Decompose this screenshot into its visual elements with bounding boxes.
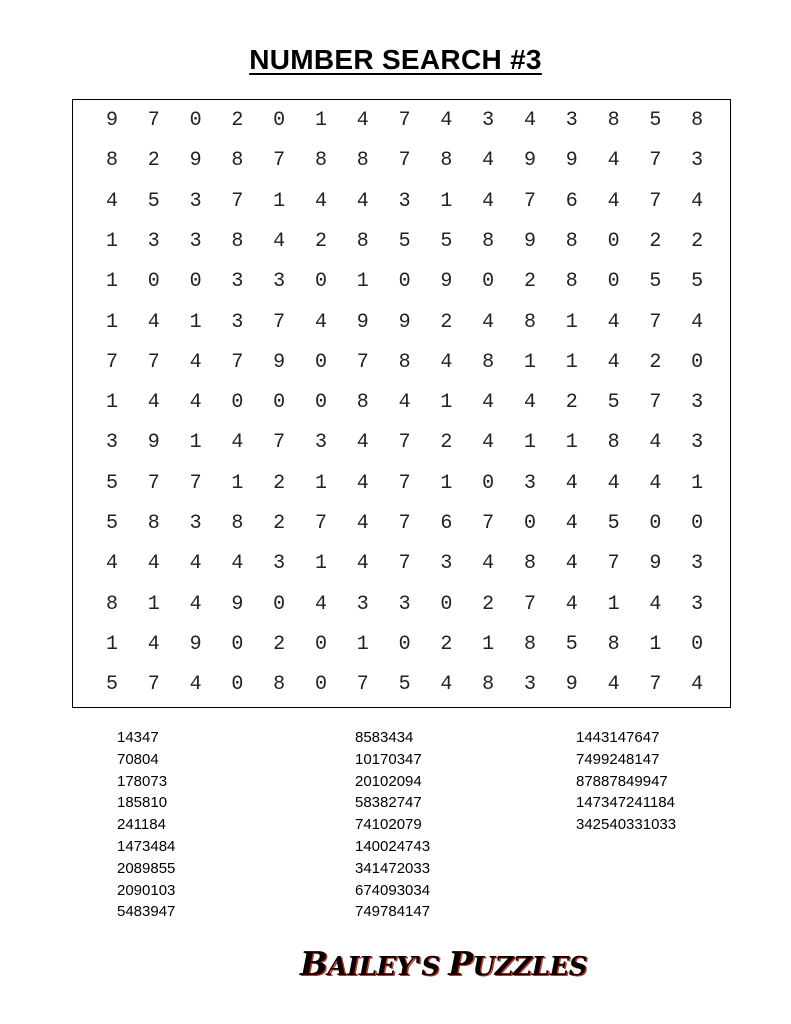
grid-cell[interactable]: 3: [231, 270, 244, 294]
grid-cell[interactable]: 4: [105, 552, 118, 576]
grid-cell[interactable]: 4: [398, 391, 411, 415]
grid-cell[interactable]: 0: [314, 350, 327, 374]
grid-cell[interactable]: 3: [691, 431, 704, 455]
grid-cell[interactable]: 5: [147, 189, 160, 213]
grid-cell[interactable]: 9: [147, 431, 160, 455]
word-list-item: 1473484: [117, 837, 176, 855]
grid-cell[interactable]: 4: [607, 189, 620, 213]
grid-cell[interactable]: 0: [231, 673, 244, 697]
grid-cell[interactable]: 8: [482, 350, 495, 374]
grid-cell[interactable]: 2: [440, 310, 453, 334]
grid-cell[interactable]: 7: [607, 552, 620, 576]
grid-cell[interactable]: 4: [147, 391, 160, 415]
baileys-puzzles-logo: [300, 944, 588, 1000]
grid-cell[interactable]: 4: [440, 673, 453, 697]
grid-cell[interactable]: 4: [314, 310, 327, 334]
grid-cell[interactable]: 1: [189, 310, 202, 334]
grid-cell[interactable]: 5: [105, 673, 118, 697]
grid-cell[interactable]: 4: [356, 189, 369, 213]
grid-cell[interactable]: 7: [147, 471, 160, 495]
grid-cell[interactable]: 4: [565, 471, 578, 495]
grid-cell[interactable]: 0: [189, 270, 202, 294]
grid-cell[interactable]: 1: [356, 270, 369, 294]
grid-cell[interactable]: 9: [440, 270, 453, 294]
grid-cell[interactable]: 9: [189, 632, 202, 656]
grid-cell[interactable]: 4: [105, 189, 118, 213]
grid-cell[interactable]: 2: [691, 229, 704, 253]
grid-cell[interactable]: 3: [273, 270, 286, 294]
grid-cell[interactable]: 8: [607, 109, 620, 132]
grid-cell[interactable]: 9: [523, 229, 536, 253]
grid-cell[interactable]: 7: [398, 471, 411, 495]
grid-cell[interactable]: 1: [523, 350, 536, 374]
word-list-item: 87887849947: [576, 772, 668, 790]
grid-cell[interactable]: 5: [649, 270, 662, 294]
grid-cell[interactable]: 3: [189, 189, 202, 213]
grid-cell[interactable]: 2: [649, 350, 662, 374]
word-list-item: 341472033: [355, 859, 431, 877]
word-list-column-1: [117, 727, 175, 923]
grid-cell[interactable]: 9: [523, 149, 536, 173]
grid-cell[interactable]: 0: [607, 229, 620, 253]
grid-cell[interactable]: 4: [356, 552, 369, 576]
grid-cell[interactable]: 9: [649, 552, 662, 576]
grid-cell[interactable]: 1: [189, 431, 202, 455]
grid-cell[interactable]: 4: [189, 391, 202, 415]
grid-cell[interactable]: 9: [231, 592, 244, 616]
grid-cell[interactable]: 1: [440, 471, 453, 495]
grid-cell[interactable]: 2: [273, 471, 286, 495]
grid-cell[interactable]: 4: [147, 310, 160, 334]
grid-cell[interactable]: 2: [649, 229, 662, 253]
grid-cell[interactable]: 8: [231, 229, 244, 253]
grid-cell[interactable]: 9: [565, 149, 578, 173]
grid-cell[interactable]: 4: [607, 471, 620, 495]
page-title: NUMBER SEARCH #3: [249, 44, 542, 75]
grid-cell[interactable]: 3: [105, 431, 118, 455]
grid-cell[interactable]: 1: [105, 310, 118, 334]
grid-cell[interactable]: 7: [105, 350, 118, 374]
word-list-item: 14347: [117, 729, 159, 746]
grid-cell[interactable]: 1: [105, 391, 118, 415]
grid-cell[interactable]: 8: [356, 391, 369, 415]
grid-cell[interactable]: 4: [189, 350, 202, 374]
grid-cell[interactable]: 8: [523, 310, 536, 334]
grid-cell[interactable]: 7: [649, 310, 662, 334]
grid-cell[interactable]: 7: [147, 673, 160, 697]
grid-cell[interactable]: 0: [691, 512, 704, 535]
grid-cell[interactable]: 2: [147, 149, 160, 173]
grid-cell[interactable]: 4: [482, 431, 495, 455]
grid-cell[interactable]: 4: [482, 189, 495, 213]
grid-cell[interactable]: 4: [565, 512, 578, 535]
word-list-item: 74102079: [355, 816, 422, 834]
grid-cell[interactable]: 0: [440, 592, 453, 616]
grid-cell[interactable]: 4: [649, 471, 662, 495]
grid-cell[interactable]: 1: [105, 270, 118, 294]
grid-cell[interactable]: 5: [398, 673, 411, 697]
grid-cell[interactable]: 4: [565, 592, 578, 616]
grid-cell[interactable]: 1: [565, 431, 578, 455]
grid-cell[interactable]: 7: [147, 109, 160, 132]
grid-cell[interactable]: 0: [523, 512, 536, 535]
grid-cell[interactable]: 8: [523, 632, 536, 656]
grid-cell[interactable]: 7: [273, 431, 286, 455]
grid-cell[interactable]: 8: [565, 229, 578, 253]
grid-cell[interactable]: 8: [273, 673, 286, 697]
grid-cell[interactable]: 8: [691, 109, 704, 132]
grid-cell[interactable]: 0: [398, 632, 411, 656]
grid-cell[interactable]: 8: [231, 512, 244, 535]
grid-cell[interactable]: 4: [356, 512, 369, 535]
word-list-column-3: [576, 727, 676, 836]
grid-cell[interactable]: 0: [147, 270, 160, 294]
grid-cell[interactable]: 1: [273, 189, 286, 213]
grid-cell[interactable]: 3: [398, 592, 411, 616]
grid-cell[interactable]: 2: [440, 632, 453, 656]
grid-cell[interactable]: 7: [398, 149, 411, 173]
grid-cell[interactable]: 1: [649, 632, 662, 656]
grid-cell[interactable]: 6: [565, 189, 578, 213]
grid-cell[interactable]: 4: [356, 431, 369, 455]
grid-cell[interactable]: 7: [398, 431, 411, 455]
grid-cell[interactable]: 7: [231, 350, 244, 374]
word-list-item: 58382747: [355, 794, 422, 812]
grid-cell[interactable]: 4: [482, 391, 495, 415]
grid-cell[interactable]: 8: [105, 592, 118, 616]
grid-cell[interactable]: 9: [398, 310, 411, 334]
grid-cell[interactable]: 4: [440, 350, 453, 374]
grid-cell[interactable]: 7: [649, 149, 662, 173]
grid-cell[interactable]: 3: [231, 310, 244, 334]
word-list-item: 147347241184: [576, 794, 675, 812]
grid-cell[interactable]: 0: [273, 391, 286, 415]
grid-cell[interactable]: 4: [147, 632, 160, 656]
grid-cell[interactable]: 1: [314, 471, 327, 495]
grid-cell[interactable]: 4: [231, 552, 244, 576]
grid-cell[interactable]: 3: [398, 189, 411, 213]
grid-cell[interactable]: 4: [482, 149, 495, 173]
grid-cell[interactable]: 7: [523, 592, 536, 616]
word-list-item: 7499248147: [576, 750, 660, 768]
grid-cell[interactable]: 1: [105, 229, 118, 253]
grid-cell[interactable]: 8: [523, 552, 536, 576]
grid-cell[interactable]: 3: [189, 229, 202, 253]
grid-cell[interactable]: 0: [482, 270, 495, 294]
grid-cell[interactable]: 8: [440, 149, 453, 173]
grid-cell[interactable]: 4: [482, 310, 495, 334]
word-list-item: 185810: [117, 794, 168, 812]
grid-cell[interactable]: 5: [607, 391, 620, 415]
grid-cell[interactable]: 1: [147, 592, 160, 616]
grid-cell[interactable]: 1: [440, 189, 453, 213]
grid-cell[interactable]: 3: [356, 592, 369, 616]
grid-cell[interactable]: 4: [649, 592, 662, 616]
word-list-item: 2089855: [117, 859, 176, 877]
grid-cell[interactable]: 1: [105, 632, 118, 656]
grid-cell[interactable]: 2: [440, 431, 453, 455]
grid-cell[interactable]: 7: [649, 189, 662, 213]
grid-cell[interactable]: 7: [231, 189, 244, 213]
grid-cell[interactable]: 4: [523, 391, 536, 415]
grid-cell[interactable]: 0: [691, 632, 704, 656]
grid-cell[interactable]: 4: [523, 109, 536, 132]
word-list-item: 241184: [117, 816, 166, 834]
word-list-item: 674093034: [355, 881, 431, 899]
grid-cell[interactable]: 1: [482, 632, 495, 656]
grid-cell[interactable]: 4: [189, 592, 202, 616]
grid-cell[interactable]: 5: [398, 229, 411, 253]
word-list-item: 8583434: [355, 729, 414, 746]
grid-cell[interactable]: 1: [356, 632, 369, 656]
grid-cell[interactable]: 2: [231, 109, 244, 132]
grid-cell[interactable]: 8: [314, 149, 327, 173]
grid-cell[interactable]: 1: [691, 471, 704, 495]
grid-cell[interactable]: 4: [691, 673, 704, 697]
grid-cell[interactable]: 4: [356, 471, 369, 495]
grid-cell[interactable]: 6: [440, 512, 453, 535]
grid-cell[interactable]: 0: [482, 471, 495, 495]
word-list-item: 1443147647: [576, 729, 660, 746]
grid-cell[interactable]: 5: [649, 109, 662, 132]
grid-cell[interactable]: 4: [607, 350, 620, 374]
grid-cell[interactable]: 2: [523, 270, 536, 294]
word-list-item: 178073: [117, 772, 168, 790]
grid-cell[interactable]: 8: [105, 149, 118, 173]
word-list-item: 140024743: [355, 837, 431, 855]
grid-cell[interactable]: 4: [691, 189, 704, 213]
word-list-item: 749784147: [355, 903, 431, 921]
grid-cell[interactable]: 1: [607, 592, 620, 616]
grid-cell[interactable]: 4: [607, 673, 620, 697]
grid-cell[interactable]: 1: [231, 471, 244, 495]
grid-cell[interactable]: 4: [607, 310, 620, 334]
grid-cell[interactable]: 3: [147, 229, 160, 253]
grid-cell[interactable]: 7: [649, 673, 662, 697]
word-list-item: 20102094: [355, 772, 422, 790]
grid-cell[interactable]: 0: [398, 270, 411, 294]
grid-cell[interactable]: 8: [565, 270, 578, 294]
logo-text: BAILEY'S PUZZLES: [300, 944, 588, 983]
grid-cell[interactable]: 0: [314, 673, 327, 697]
grid-cell[interactable]: 7: [398, 552, 411, 576]
grid-cell[interactable]: 7: [398, 512, 411, 535]
grid-cell[interactable]: 7: [523, 189, 536, 213]
grid-cell[interactable]: 7: [273, 310, 286, 334]
grid-cell[interactable]: 4: [607, 149, 620, 173]
grid-cell[interactable]: 2: [565, 391, 578, 415]
grid-cell[interactable]: 8: [231, 149, 244, 173]
grid-cell[interactable]: 4: [314, 189, 327, 213]
grid-cell[interactable]: 4: [691, 310, 704, 334]
grid-cell[interactable]: 0: [649, 512, 662, 535]
word-list-item: 2090103: [117, 881, 176, 899]
grid-cell[interactable]: 8: [398, 350, 411, 374]
grid-cell[interactable]: 3: [273, 552, 286, 576]
grid-cell[interactable]: 3: [523, 471, 536, 495]
grid-cell[interactable]: 8: [356, 149, 369, 173]
grid-cell[interactable]: 0: [314, 391, 327, 415]
grid-cell[interactable]: 0: [273, 592, 286, 616]
grid-cell[interactable]: 8: [607, 431, 620, 455]
grid-cell[interactable]: 8: [607, 632, 620, 656]
grid-cell[interactable]: 9: [565, 673, 578, 697]
grid-cell[interactable]: 4: [189, 552, 202, 576]
grid-cell[interactable]: 3: [482, 109, 495, 132]
grid-cell[interactable]: 0: [691, 350, 704, 374]
word-list-item: 10170347: [355, 750, 422, 768]
grid-cell[interactable]: 5: [440, 229, 453, 253]
grid-cell[interactable]: 2: [482, 592, 495, 616]
grid-cell[interactable]: 4: [273, 229, 286, 253]
grid-cell[interactable]: 7: [147, 350, 160, 374]
grid-cell[interactable]: 1: [314, 109, 327, 132]
grid-cell[interactable]: 9: [356, 310, 369, 334]
grid-cell[interactable]: 0: [273, 109, 286, 132]
grid-cell[interactable]: 0: [314, 270, 327, 294]
grid-cell[interactable]: 2: [273, 512, 286, 535]
number-grid: [72, 99, 731, 708]
grid-cell[interactable]: 4: [231, 431, 244, 455]
grid-cell[interactable]: 5: [565, 632, 578, 656]
grid-cell[interactable]: 3: [565, 109, 578, 132]
grid-cell[interactable]: 8: [147, 512, 160, 535]
grid-cell[interactable]: 1: [440, 391, 453, 415]
grid-cell[interactable]: 7: [649, 391, 662, 415]
grid-cell[interactable]: 7: [189, 471, 202, 495]
grid-cell[interactable]: 5: [105, 512, 118, 535]
grid-cell[interactable]: 2: [314, 229, 327, 253]
grid-cell[interactable]: 7: [356, 673, 369, 697]
grid-cell[interactable]: 1: [314, 552, 327, 576]
grid-cell[interactable]: 3: [314, 431, 327, 455]
word-list-item: 5483947: [117, 903, 176, 921]
grid-cell[interactable]: 3: [691, 149, 704, 173]
grid-cell[interactable]: 4: [649, 431, 662, 455]
grid-cell[interactable]: 7: [314, 512, 327, 535]
grid-cell[interactable]: 7: [273, 149, 286, 173]
grid-cell[interactable]: 4: [314, 592, 327, 616]
grid-cell[interactable]: 5: [105, 471, 118, 495]
grid-cell[interactable]: 3: [691, 552, 704, 576]
grid-cell[interactable]: 2: [273, 632, 286, 656]
grid-cell[interactable]: 8: [482, 673, 495, 697]
grid-cell[interactable]: 4: [440, 109, 453, 132]
grid-cells: [73, 100, 730, 707]
grid-cell[interactable]: 4: [482, 552, 495, 576]
grid-cell[interactable]: 3: [189, 512, 202, 535]
grid-cell[interactable]: 3: [691, 592, 704, 616]
grid-cell[interactable]: 5: [691, 270, 704, 294]
grid-cell[interactable]: 7: [398, 109, 411, 132]
grid-cell[interactable]: 7: [356, 350, 369, 374]
grid-cell[interactable]: 9: [105, 109, 118, 132]
grid-cell[interactable]: 4: [356, 109, 369, 132]
grid-cell[interactable]: 4: [147, 552, 160, 576]
grid-cell[interactable]: 0: [231, 632, 244, 656]
grid-cell[interactable]: 3: [691, 391, 704, 415]
grid-cell[interactable]: 0: [189, 109, 202, 132]
grid-cell[interactable]: 0: [314, 632, 327, 656]
grid-cell[interactable]: 0: [607, 270, 620, 294]
grid-cell[interactable]: 4: [189, 673, 202, 697]
grid-cell[interactable]: 8: [356, 229, 369, 253]
grid-cell[interactable]: 0: [231, 391, 244, 415]
grid-cell[interactable]: 5: [607, 512, 620, 535]
word-list-column-2: [355, 727, 430, 923]
grid-cell[interactable]: 1: [523, 431, 536, 455]
grid-cell[interactable]: 3: [440, 552, 453, 576]
grid-cell[interactable]: 7: [482, 512, 495, 535]
grid-cell[interactable]: 4: [565, 552, 578, 576]
grid-cell[interactable]: 8: [482, 229, 495, 253]
word-list-item: 70804: [117, 750, 159, 768]
grid-cell[interactable]: 1: [565, 350, 578, 374]
grid-cell[interactable]: 9: [273, 350, 286, 374]
grid-cell[interactable]: 1: [565, 310, 578, 334]
grid-cell[interactable]: 3: [523, 673, 536, 697]
grid-cell[interactable]: 9: [189, 149, 202, 173]
word-list-item: 342540331033: [576, 816, 677, 834]
